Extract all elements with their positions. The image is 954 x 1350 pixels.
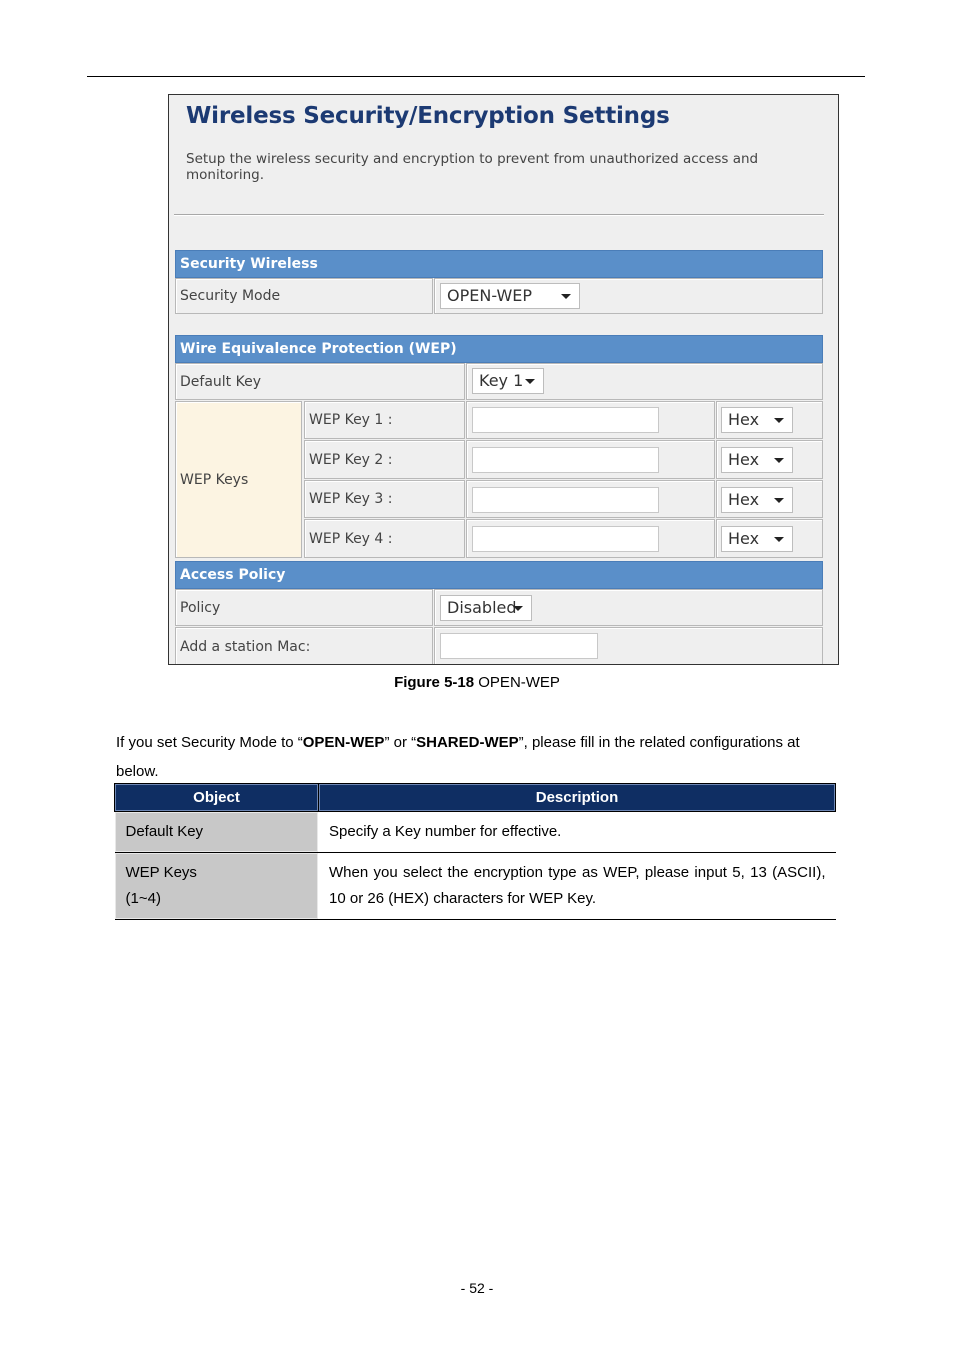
caption-number: Figure 5-18: [394, 674, 475, 691]
policy-cell: [434, 589, 823, 626]
wep-key-2-format-select[interactable]: [721, 447, 793, 473]
section-security-wireless: Security Wireless: [175, 250, 823, 278]
wep-key-2-format-cell: [716, 440, 823, 479]
table-row: [115, 812, 836, 853]
station-mac-label: Add a station Mac:: [175, 627, 433, 665]
wep-key-3-format-select[interactable]: [721, 487, 793, 513]
security-mode-value: OPEN-WEP: [447, 286, 533, 305]
section-wep: Wire Equivalence Protection (WEP): [175, 335, 823, 363]
default-key-value: Key 1: [479, 371, 524, 390]
security-mode-select[interactable]: [440, 283, 580, 309]
wep-key-3-format-cell: [716, 480, 823, 518]
wep-key-3-label: WEP Key 3 :: [304, 480, 465, 518]
para-text: If you set Security Mode to “: [116, 734, 303, 751]
description-table: [114, 783, 836, 920]
default-key-cell: [466, 363, 823, 400]
object-name: WEP Keys: [125, 864, 197, 881]
chevron-down-icon: [774, 498, 784, 503]
para-open-wep: OPEN-WEP: [302, 734, 385, 751]
wep-key-2-input[interactable]: [472, 447, 659, 473]
wep-key-4-format-value: Hex: [728, 529, 760, 548]
header-object: Object: [115, 784, 319, 812]
header-description: Description: [319, 784, 836, 812]
wep-key-4-format-select[interactable]: [721, 526, 793, 552]
object-range: (1~4): [125, 890, 161, 907]
wep-key-4-cell: [466, 519, 715, 558]
table-header-row: [115, 784, 836, 812]
policy-value: Disabled: [447, 598, 517, 617]
object-cell: [115, 812, 319, 853]
object-cell: [115, 853, 319, 920]
chevron-down-icon: [525, 379, 535, 384]
chevron-down-icon: [774, 418, 784, 423]
security-mode-label: Security Mode: [175, 278, 433, 314]
default-key-label: Default Key: [175, 363, 465, 400]
wep-key-4-input[interactable]: [472, 526, 659, 552]
wep-key-1-format-select[interactable]: [721, 407, 793, 433]
para-shared-wep: SHARED-WEP: [416, 734, 519, 751]
wep-key-3-format-value: Hex: [728, 490, 760, 509]
wep-key-2-label: WEP Key 2 :: [304, 440, 465, 479]
para-text: ” or “: [384, 734, 417, 751]
wep-key-3-input[interactable]: [472, 487, 659, 513]
description-cell: When you select the encryption type as WEP, please input 5, 13 (ASCII), 10 or 26 (HEX) characters for WEP Key.: [319, 853, 836, 920]
object-name: Default Key: [125, 823, 204, 840]
intro-paragraph: [116, 728, 831, 786]
wep-key-4-format-cell: [716, 519, 823, 558]
table-row: [115, 853, 836, 920]
chevron-down-icon: [513, 606, 523, 611]
page-intro: Setup the wireless security and encryption to prevent from unauthorized access and monitoring.: [186, 151, 759, 183]
wep-key-2-cell: [466, 440, 715, 479]
policy-label: Policy: [175, 589, 433, 626]
wep-key-1-cell: [466, 401, 715, 439]
station-mac-cell: [434, 627, 823, 665]
section-access-policy: Access Policy: [175, 561, 823, 589]
chevron-down-icon: [561, 294, 571, 299]
station-mac-input[interactable]: [440, 633, 598, 659]
chevron-down-icon: [774, 458, 784, 463]
para-text: ”, please fill in the related configurations at below.: [116, 734, 800, 780]
chevron-down-icon: [774, 537, 784, 542]
wep-key-3-cell: [466, 480, 715, 518]
settings-screenshot: [168, 94, 839, 665]
figure-caption: [0, 674, 954, 691]
header-rule: [87, 76, 865, 77]
wep-key-4-label: WEP Key 4 :: [304, 519, 465, 558]
page-number: - 52 -: [460, 1280, 494, 1296]
security-mode-cell: [434, 278, 823, 314]
description-cell: Specify a Key number for effective.: [319, 812, 836, 853]
wep-key-1-format-cell: [716, 401, 823, 439]
wep-key-1-input[interactable]: [472, 407, 659, 433]
divider: [174, 214, 824, 216]
wep-key-1-format-value: Hex: [728, 410, 760, 429]
wep-key-2-format-value: Hex: [728, 450, 760, 469]
default-key-select[interactable]: [472, 368, 544, 394]
caption-text: OPEN-WEP: [474, 674, 560, 691]
policy-select[interactable]: [440, 595, 532, 621]
page-title: Wireless Security/Encryption Settings: [186, 103, 670, 129]
wep-keys-label: WEP Keys: [175, 401, 302, 558]
wep-key-1-label: WEP Key 1 :: [304, 401, 465, 439]
